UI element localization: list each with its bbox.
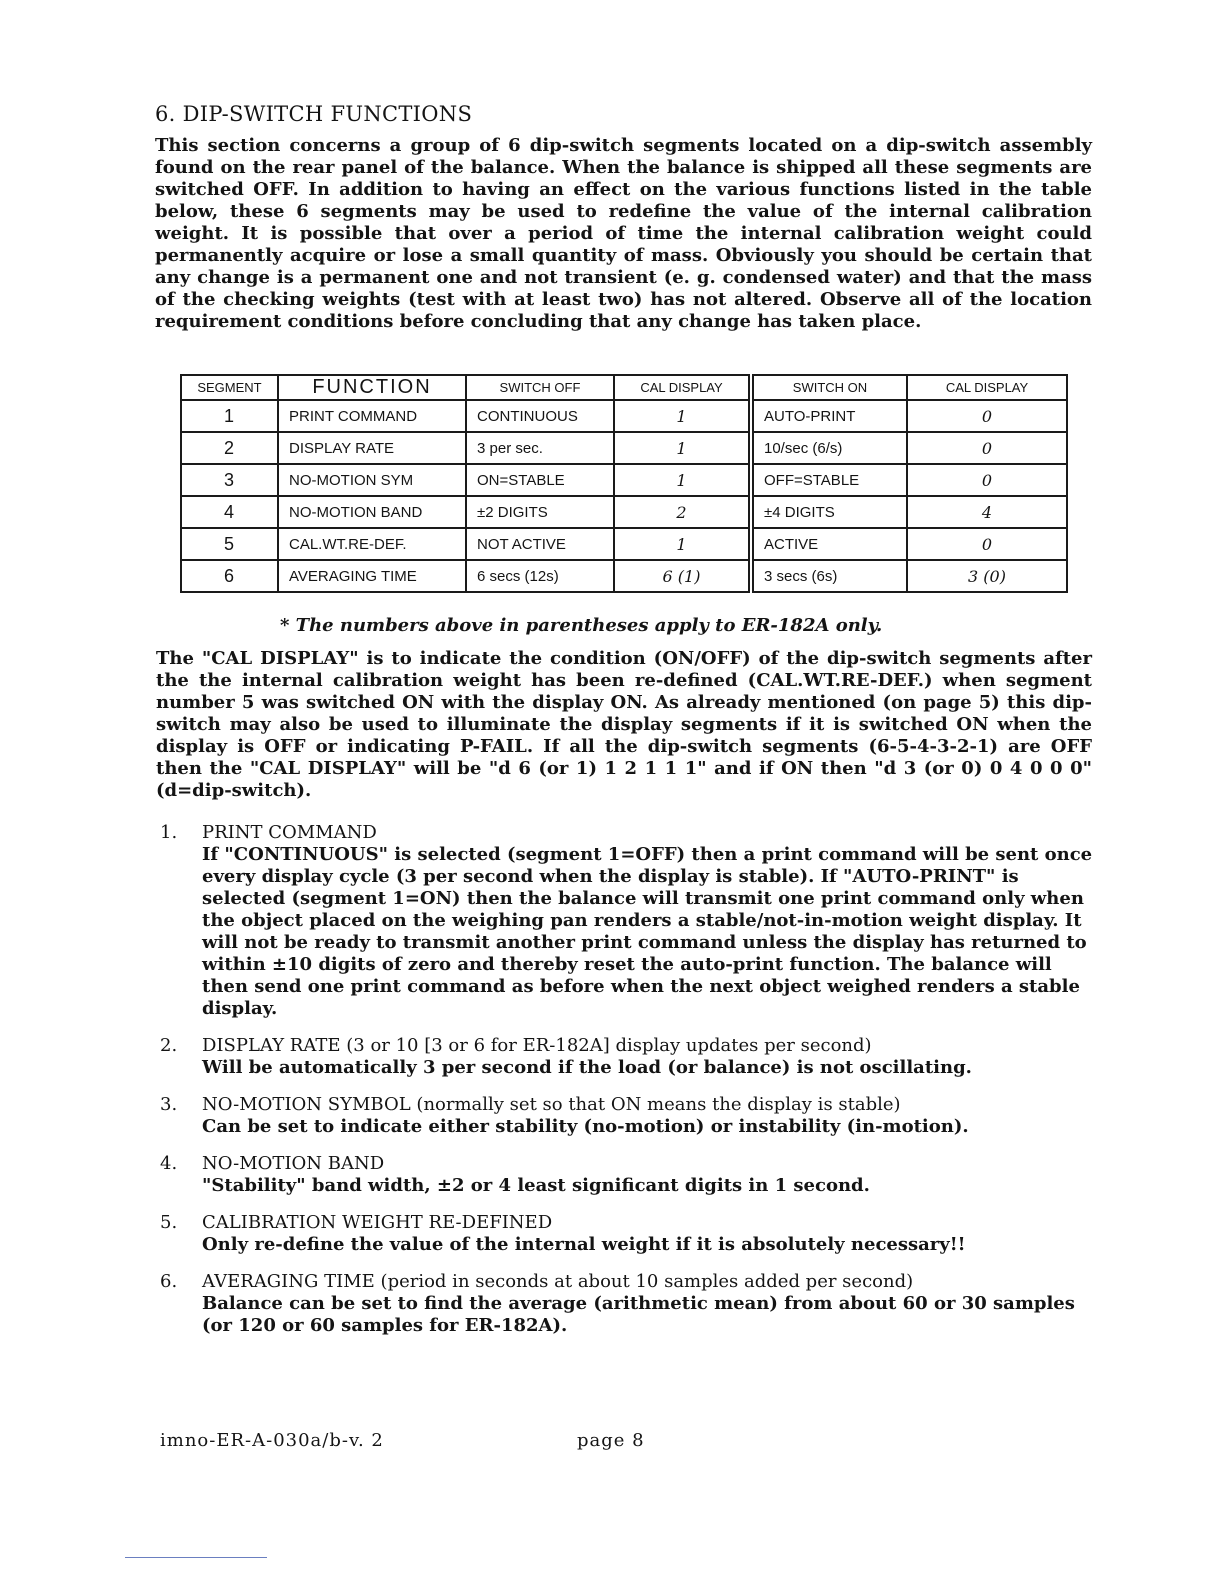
switch-off-cell: 3 per sec. — [466, 432, 614, 464]
cal-on-cell: 3 (0) — [907, 560, 1067, 592]
switch-on-cell: AUTO-PRINT — [751, 400, 907, 432]
item-heading: AVERAGING TIME (period in seconds at about 10 samples added per second) — [202, 1271, 914, 1292]
segment-cell: 3 — [181, 464, 278, 496]
cal-on-cell: 4 — [907, 496, 1067, 528]
cal-display-description — [156, 648, 1092, 802]
segment-cell: 2 — [181, 432, 278, 464]
cal-on-cell: 0 — [907, 432, 1067, 464]
item-number: 1. — [160, 822, 178, 843]
list-item — [160, 1271, 1095, 1337]
divider — [125, 1557, 267, 1558]
list-item — [160, 1035, 1095, 1079]
header-cal-display-on: CAL DISPLAY — [907, 375, 1067, 400]
item-heading: PRINT COMMAND — [202, 822, 377, 843]
function-cell: CAL.WT.RE-DEF. — [278, 528, 466, 560]
item-number: 3. — [160, 1094, 178, 1115]
item-number: 6. — [160, 1271, 178, 1292]
switch-off-cell: ON=STABLE — [466, 464, 614, 496]
cal-off-cell: 1 — [614, 400, 751, 432]
intro-text: This section concerns a group of 6 dip-switch segments located on a dip-switch assembly found on the rear panel of the balance. When the balance is shipped all these segments are switched OFF. In addition to having an effect on the various functions listed in the table below, these 6 segments may be used to redefine the value of the internal calibration weight. It is possible that over a period of time the internal calibration weight could permanently acquire or lose a small quantity of mass. Obviously you should be certain that any change is a permanent one and not transient (e. g. condensed water) and that the mass of the checking weights (test with at least two) has not altered. Observe all of the location requirement conditions before concluding that any change has taken place. — [155, 135, 1092, 332]
item-text: Will be automatically 3 per second if the load (or balance) is not oscillating. — [202, 1057, 972, 1078]
segment-cell: 4 — [181, 496, 278, 528]
list-item — [160, 822, 1095, 1020]
item-text: "Stability" band width, ±2 or 4 least significant digits in 1 second. — [202, 1175, 870, 1196]
header-function: FUNCTION — [278, 375, 466, 400]
table-row — [181, 560, 1067, 592]
function-cell: AVERAGING TIME — [278, 560, 466, 592]
switch-off-cell: NOT ACTIVE — [466, 528, 614, 560]
function-cell: PRINT COMMAND — [278, 400, 466, 432]
function-cell: NO-MOTION BAND — [278, 496, 466, 528]
cal-on-cell: 0 — [907, 400, 1067, 432]
segment-cell: 1 — [181, 400, 278, 432]
segment-cell: 6 — [181, 560, 278, 592]
cal-off-cell: 2 — [614, 496, 751, 528]
function-list — [160, 822, 1095, 1352]
cal-off-cell: 6 (1) — [614, 560, 751, 592]
item-text: Only re-define the value of the internal weight if it is absolutely necessary!! — [202, 1234, 966, 1255]
table-row — [181, 432, 1067, 464]
item-heading: NO-MOTION BAND — [202, 1153, 385, 1174]
item-heading: CALIBRATION WEIGHT RE-DEFINED — [202, 1212, 553, 1233]
switch-on-cell: 3 secs (6s) — [751, 560, 907, 592]
item-number: 4. — [160, 1153, 178, 1174]
table-header-row — [181, 375, 1067, 400]
table-row — [181, 464, 1067, 496]
cal-off-cell: 1 — [614, 464, 751, 496]
item-heading: NO-MOTION SYMBOL (normally set so that ON means the display is stable) — [202, 1094, 901, 1115]
cal-on-cell: 0 — [907, 464, 1067, 496]
table-row — [181, 528, 1067, 560]
footer-document-id: imno-ER-A-030a/b-v. 2 — [160, 1430, 384, 1451]
table-row — [181, 400, 1067, 432]
intro-paragraph — [155, 135, 1092, 333]
cal-off-cell: 1 — [614, 528, 751, 560]
switch-on-cell: OFF=STABLE — [751, 464, 907, 496]
cal-display-text: The "CAL DISPLAY" is to indicate the condition (ON/OFF) of the dip-switch segments after the the internal calibration weight has been re-defined (CAL.WT.RE-DEF.) when segment number 5 was switched ON with the display ON. As already mentioned (on page 5) this dip-switch may also be used to illuminate the display segments if it is switched ON when the display is OFF or indicating P-FAIL. If all the dip-switch segments (6-5-4-3-2-1) are OFF then the "CAL DISPLAY" will be "d 6 (or 1) 1 2 1 1 1" and if ON then "d 3 (or 0) 0 4 0 0 0" (d=dip-switch). — [156, 648, 1092, 801]
switch-on-cell: ACTIVE — [751, 528, 907, 560]
cal-on-cell: 0 — [907, 528, 1067, 560]
header-switch-off: SWITCH OFF — [466, 375, 614, 400]
header-segment: SEGMENT — [181, 375, 278, 400]
item-number: 2. — [160, 1035, 178, 1056]
header-cal-display-off: CAL DISPLAY — [614, 375, 751, 400]
segment-cell: 5 — [181, 528, 278, 560]
item-text: Can be set to indicate either stability (no-motion) or instability (in-motion). — [202, 1116, 969, 1137]
switch-on-cell: 10/sec (6/s) — [751, 432, 907, 464]
dip-switch-table — [180, 374, 1068, 593]
function-cell: NO-MOTION SYM — [278, 464, 466, 496]
switch-off-cell: CONTINUOUS — [466, 400, 614, 432]
function-cell: DISPLAY RATE — [278, 432, 466, 464]
section-title: 6. DIP-SWITCH FUNCTIONS — [155, 102, 473, 126]
switch-off-cell: 6 secs (12s) — [466, 560, 614, 592]
item-text: If "CONTINUOUS" is selected (segment 1=OFF) then a print command will be sent once every display cycle (3 per second when the display is stable). If "AUTO-PRINT" is selected (segment 1=ON) then the balance will transmit one print command only when the object placed on the weighing pan renders a stable/not-in-motion weight display. It will not be ready to transmit another print command unless the display has returned to within ±10 digits of zero and thereby reset the auto-print function. The balance will then send one print command as before when the next object weighed renders a stable display. — [202, 844, 1093, 1019]
list-item — [160, 1094, 1095, 1138]
list-item — [160, 1153, 1095, 1197]
footer-page-number: page 8 — [577, 1430, 645, 1451]
table-row — [181, 496, 1067, 528]
item-text: Balance can be set to find the average (arithmetic mean) from about 60 or 30 samples (or 120 or 60 samples for ER-182A). — [202, 1293, 1075, 1336]
switch-off-cell: ±2 DIGITS — [466, 496, 614, 528]
item-heading: DISPLAY RATE (3 or 10 [3 or 6 for ER-182A] display updates per second) — [202, 1035, 872, 1056]
table-footnote: * The numbers above in parentheses apply to ER-182A only. — [280, 615, 883, 636]
header-switch-on: SWITCH ON — [751, 375, 907, 400]
item-number: 5. — [160, 1212, 178, 1233]
list-item — [160, 1212, 1095, 1256]
cal-off-cell: 1 — [614, 432, 751, 464]
switch-on-cell: ±4 DIGITS — [751, 496, 907, 528]
